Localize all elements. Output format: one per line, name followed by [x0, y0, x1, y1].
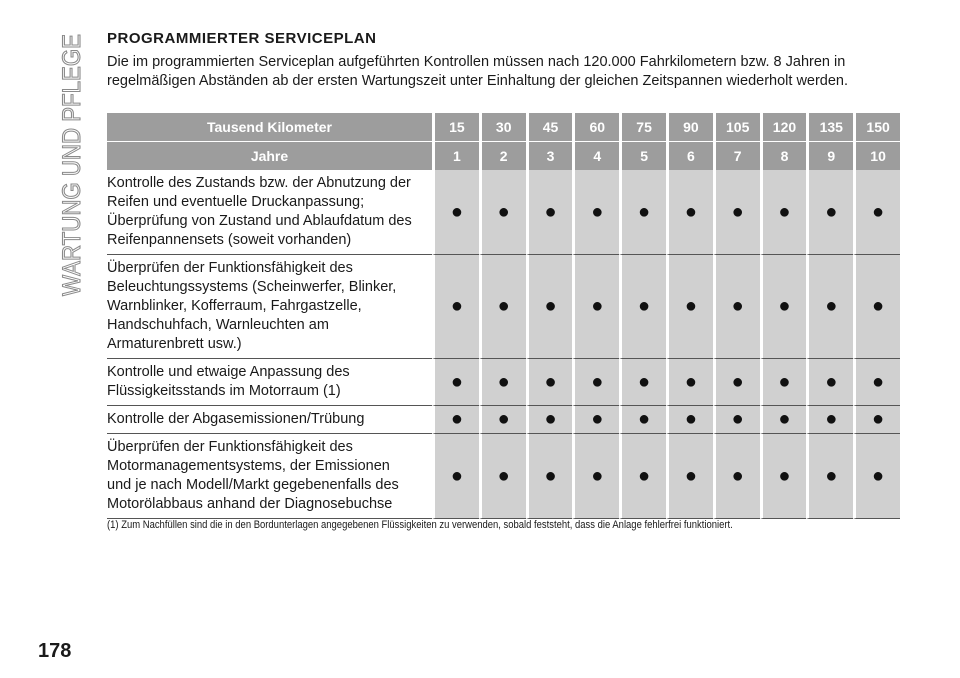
check-item-label: Überprüfen der Funktionsfähigkeit des Motormanagementsystems, der Emissionen und je nach Modell/Markt gegebenenfalls des Motorölabbaus anhand der Diagnosebuchse	[107, 434, 432, 519]
service-mark-cell	[432, 255, 479, 359]
service-mark-cell	[572, 255, 619, 359]
bullet-icon: ●	[591, 408, 604, 430]
service-mark-cell	[432, 434, 479, 519]
service-mark-cell	[619, 406, 666, 434]
service-mark-cell	[806, 255, 853, 359]
bullet-icon: ●	[684, 464, 697, 487]
service-mark-cell	[479, 255, 526, 359]
bullet-icon: ●	[450, 370, 463, 393]
service-mark-cell	[713, 434, 760, 519]
header-year-value: 4	[572, 142, 619, 170]
bullet-icon: ●	[591, 464, 604, 487]
bullet-icon: ●	[544, 370, 557, 393]
service-mark-cell	[666, 359, 713, 406]
service-mark-cell	[479, 170, 526, 255]
bullet-icon: ●	[591, 200, 604, 223]
header-km-value: 60	[572, 113, 619, 142]
chapter-side-title	[50, 30, 90, 300]
table-row	[107, 434, 900, 519]
service-mark-cell	[572, 406, 619, 434]
bullet-icon: ●	[684, 295, 697, 317]
bullet-icon: ●	[638, 464, 651, 487]
service-mark-cell	[806, 170, 853, 255]
chapter-side-title-text: WARTUNG UND PFLEGE	[58, 30, 86, 296]
service-plan-table	[107, 113, 900, 519]
header-km-value: 150	[853, 113, 900, 142]
service-mark-cell	[806, 359, 853, 406]
bullet-icon: ●	[544, 200, 557, 223]
service-mark-cell	[853, 170, 900, 255]
service-mark-cell	[479, 359, 526, 406]
bullet-icon: ●	[825, 295, 838, 317]
service-mark-cell	[572, 170, 619, 255]
service-mark-cell	[666, 434, 713, 519]
bullet-icon: ●	[450, 295, 463, 317]
bullet-icon: ●	[731, 200, 744, 223]
bullet-icon: ●	[684, 370, 697, 393]
bullet-icon: ●	[825, 200, 838, 223]
header-year-value: 5	[619, 142, 666, 170]
service-mark-cell	[432, 406, 479, 434]
header-year-value: 2	[479, 142, 526, 170]
bullet-icon: ●	[872, 295, 885, 317]
bullet-icon: ●	[872, 408, 885, 430]
bullet-icon: ●	[778, 295, 791, 317]
service-mark-cell	[526, 170, 573, 255]
table-row	[107, 255, 900, 359]
bullet-icon: ●	[638, 200, 651, 223]
bullet-icon: ●	[778, 408, 791, 430]
bullet-icon: ●	[450, 200, 463, 223]
bullet-icon: ●	[497, 408, 510, 430]
bullet-icon: ●	[591, 370, 604, 393]
bullet-icon: ●	[825, 408, 838, 430]
table-row	[107, 170, 900, 255]
bullet-icon: ●	[731, 295, 744, 317]
service-mark-cell	[666, 406, 713, 434]
check-item-label: Überprüfen der Funktionsfähigkeit des Beleuchtungssystems (Scheinwerfer, Blinker, Warnblinker, Kofferraum, Fahrgastzelle, Handschuhfach, Warnleuchten am Armaturenbrett usw.)	[107, 255, 432, 359]
bullet-icon: ●	[872, 200, 885, 223]
header-row-km	[107, 113, 900, 142]
bullet-icon: ●	[450, 408, 463, 430]
service-plan-section	[107, 30, 900, 531]
header-years-label: Jahre	[107, 142, 432, 170]
header-km-value: 120	[760, 113, 807, 142]
header-year-value: 6	[666, 142, 713, 170]
service-mark-cell	[853, 255, 900, 359]
check-item-label: Kontrolle und etwaige Anpassung des Flüssigkeitsstands im Motorraum (1)	[107, 359, 432, 406]
service-mark-cell	[760, 406, 807, 434]
service-mark-cell	[526, 255, 573, 359]
service-mark-cell	[713, 170, 760, 255]
bullet-icon: ●	[497, 370, 510, 393]
footnote: (1) Zum Nachfüllen sind die in den Bordunterlagen angegebenen Flüssigkeiten zu verwenden, sobald feststeht, dass die Anlage fehlerfrei funktioniert.	[107, 519, 733, 531]
header-km-value: 30	[479, 113, 526, 142]
service-mark-cell	[760, 255, 807, 359]
service-mark-cell	[619, 434, 666, 519]
bullet-icon: ●	[684, 200, 697, 223]
service-mark-cell	[619, 170, 666, 255]
header-km-value: 75	[619, 113, 666, 142]
service-mark-cell	[713, 359, 760, 406]
service-mark-cell	[479, 434, 526, 519]
header-year-value: 10	[853, 142, 900, 170]
bullet-icon: ●	[497, 295, 510, 317]
service-mark-cell	[432, 170, 479, 255]
check-item-label: Kontrolle der Abgasemissionen/Trübung	[107, 406, 432, 434]
service-mark-cell	[853, 359, 900, 406]
bullet-icon: ●	[731, 408, 744, 430]
bullet-icon: ●	[497, 200, 510, 223]
service-mark-cell	[619, 255, 666, 359]
check-item-label: Kontrolle des Zustands bzw. der Abnutzung der Reifen und eventuelle Druckanpassung; Überprüfung von Zustand und Ablaufdatum des Reifenpannensets (soweit vorhanden)	[107, 170, 432, 255]
bullet-icon: ●	[497, 464, 510, 487]
bullet-icon: ●	[778, 370, 791, 393]
bullet-icon: ●	[638, 295, 651, 317]
bullet-icon: ●	[778, 464, 791, 487]
table-row	[107, 406, 900, 434]
bullet-icon: ●	[638, 408, 651, 430]
header-row-years	[107, 142, 900, 170]
intro-paragraph: Die im programmierten Serviceplan aufgeführten Kontrollen müssen nach 120.000 Fahrkilometern bzw. 8 Jahren in regelmäßigen Abständen ab der ersten Wartungszeit unter Einhaltung der gleichen Zeitspannen wiederholt werden.	[107, 54, 849, 89]
header-year-value: 3	[526, 142, 573, 170]
service-mark-cell	[432, 359, 479, 406]
bullet-icon: ●	[591, 295, 604, 317]
service-mark-cell	[853, 434, 900, 519]
service-mark-cell	[760, 359, 807, 406]
bullet-icon: ●	[544, 464, 557, 487]
header-km-value: 90	[666, 113, 713, 142]
service-mark-cell	[619, 359, 666, 406]
bullet-icon: ●	[684, 408, 697, 430]
bullet-icon: ●	[731, 464, 744, 487]
bullet-icon: ●	[450, 464, 463, 487]
header-km-value: 15	[432, 113, 479, 142]
bullet-icon: ●	[872, 464, 885, 487]
bullet-icon: ●	[872, 370, 885, 393]
service-mark-cell	[713, 406, 760, 434]
table-row	[107, 359, 900, 406]
service-mark-cell	[526, 406, 573, 434]
service-mark-cell	[572, 359, 619, 406]
service-mark-cell	[853, 406, 900, 434]
bullet-icon: ●	[825, 464, 838, 487]
header-year-value: 8	[760, 142, 807, 170]
service-mark-cell	[666, 170, 713, 255]
service-mark-cell	[713, 255, 760, 359]
bullet-icon: ●	[638, 370, 651, 393]
service-mark-cell	[806, 406, 853, 434]
service-mark-cell	[806, 434, 853, 519]
service-mark-cell	[526, 359, 573, 406]
bullet-icon: ●	[778, 200, 791, 223]
header-year-value: 1	[432, 142, 479, 170]
header-km-label: Tausend Kilometer	[107, 113, 432, 142]
page-number: 178	[38, 640, 72, 662]
bullet-icon: ●	[731, 370, 744, 393]
bullet-icon: ●	[544, 295, 557, 317]
header-km-value: 135	[806, 113, 853, 142]
header-km-value: 105	[713, 113, 760, 142]
header-year-value: 7	[713, 142, 760, 170]
section-title: PROGRAMMIERTER SERVICEPLAN	[107, 30, 377, 47]
service-mark-cell	[479, 406, 526, 434]
bullet-icon: ●	[544, 408, 557, 430]
header-km-value: 45	[526, 113, 573, 142]
service-mark-cell	[666, 255, 713, 359]
bullet-icon: ●	[825, 370, 838, 393]
service-mark-cell	[760, 170, 807, 255]
service-mark-cell	[572, 434, 619, 519]
service-mark-cell	[526, 434, 573, 519]
header-year-value: 9	[806, 142, 853, 170]
service-mark-cell	[760, 434, 807, 519]
